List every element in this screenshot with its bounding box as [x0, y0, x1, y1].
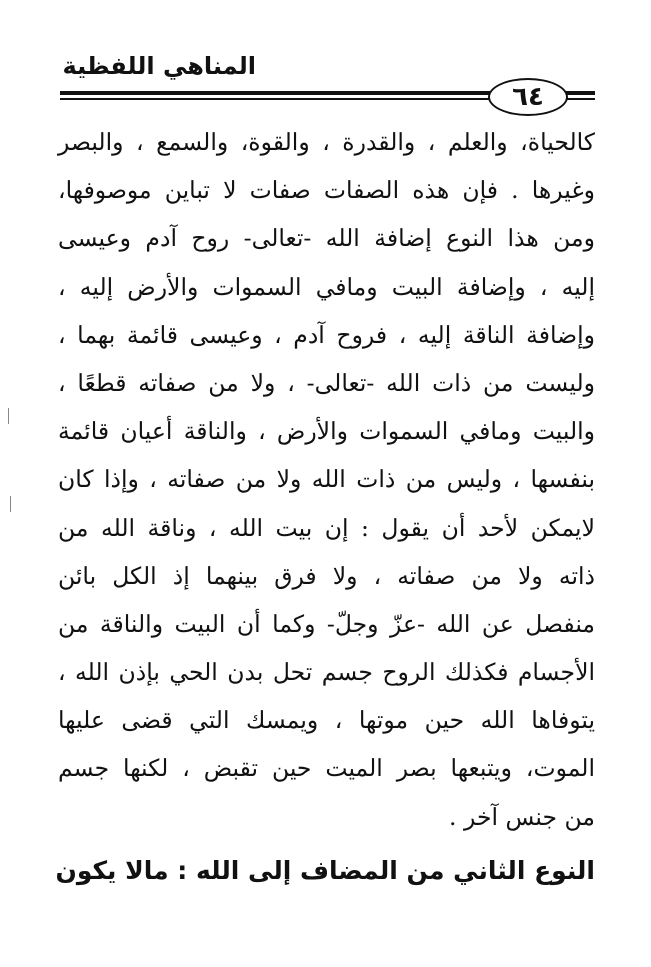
text-line: من جنس آخر . — [449, 802, 595, 831]
text-line: منفصل عن الله -عزّ وجلّ- وكما أن البيت والناقة من — [58, 609, 595, 638]
scan-margin-mark — [10, 496, 11, 512]
text-line: يتوفاها الله حين موتها ، ويمسك التي قضى عليها — [58, 706, 595, 735]
running-title: المناهي اللفظية — [62, 52, 256, 80]
body-text — [55, 118, 595, 895]
text-line: الأجسام فكذلك الروح جسم تحل بدن الحي بإذن الله ، — [58, 658, 595, 687]
text-line: وإضافة الناقة إليه ، فروح آدم ، وعيسى قائمة بهما ، — [58, 320, 595, 349]
text-line: بنفسها ، وليس من ذات الله ولا من صفاته ، وإذا كان — [58, 465, 595, 494]
text-line: وغيرها . فإن هذه الصفات صفات لا تباين موصوفها، — [58, 176, 595, 205]
text-line: كالحياة، والعلم ، والقدرة ، والقوة، والسمع ، والبصر — [58, 128, 595, 156]
text-line: والبيت ومافي السموات والأرض ، والناقة أعيان قائمة — [58, 417, 595, 446]
text-line: ومن هذا النوع إضافة الله -تعالى- روح آدم وعيسى — [58, 224, 595, 253]
scan-margin-mark — [8, 408, 9, 424]
text-line: ذاته ولا من صفاته ، ولا فرق بينهما إذ الكل بائن — [58, 561, 595, 590]
text-line: إليه ، وإضافة البيت ومافي السموات والأرض إليه ، — [58, 272, 595, 301]
section-heading: النوع الثاني من المضاف إلى الله : مالا يكون — [55, 855, 595, 885]
text-line: لايمكن لأحد أن يقول : إن بيت الله ، وناقة الله من — [58, 513, 595, 542]
page-header — [0, 0, 651, 110]
text-line: وليست من ذات الله -تعالى- ، ولا من صفاته قطعًا ، — [58, 368, 595, 397]
text-line: الموت، ويتبعها بصر الميت حين تقبض ، لكنها جسم — [58, 754, 595, 783]
page-number: ٦٤ — [488, 78, 568, 116]
